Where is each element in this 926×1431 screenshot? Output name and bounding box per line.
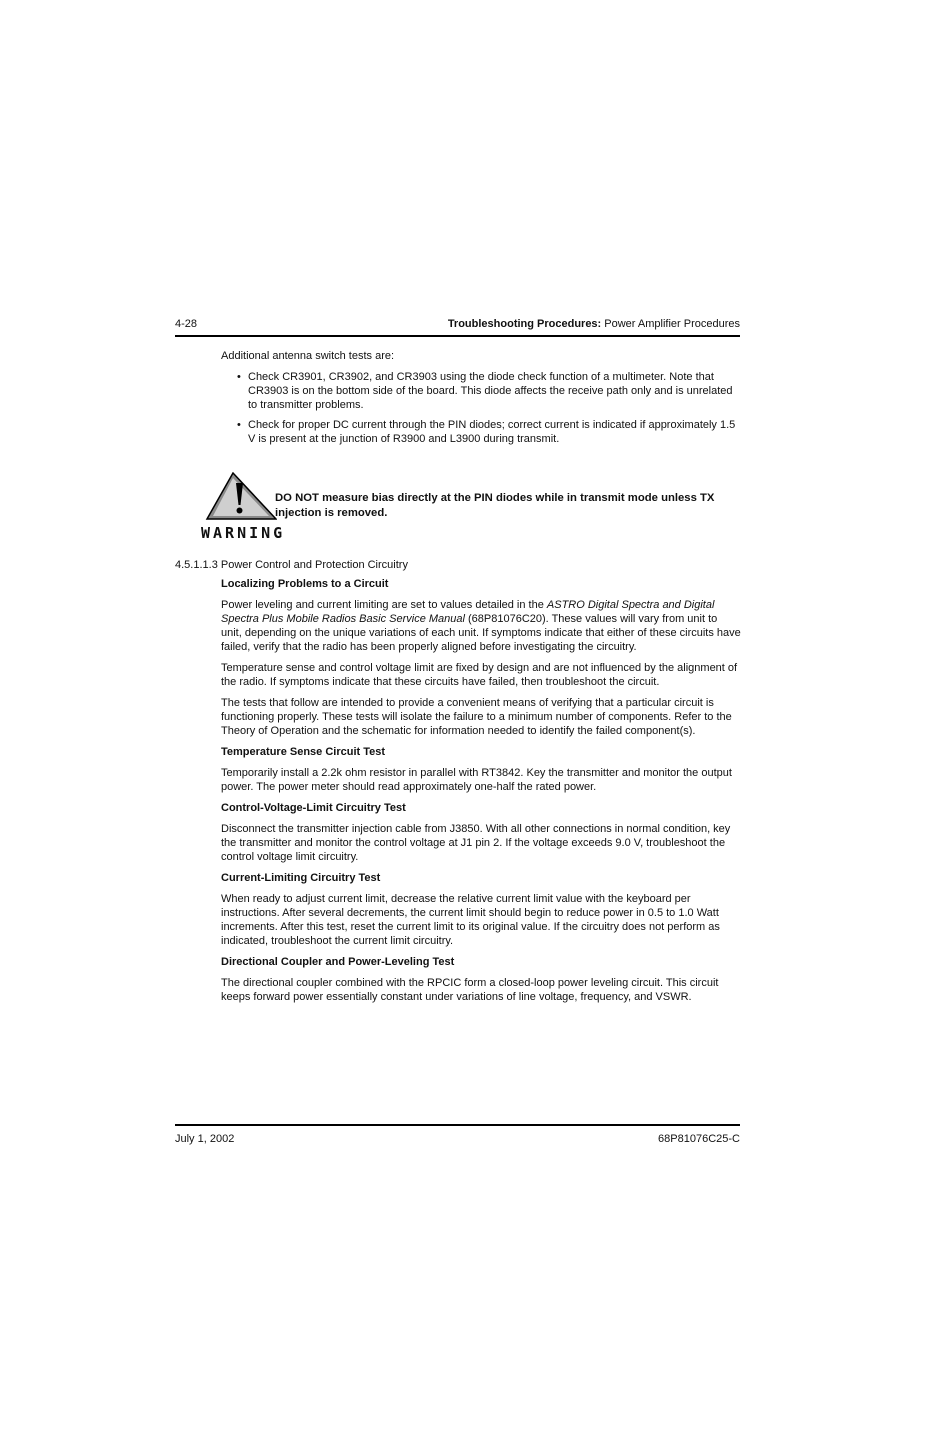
bullet-icon: •: [237, 419, 241, 431]
header-title-bold: Troubleshooting Procedures:: [447, 318, 602, 330]
bullet-icon: •: [237, 371, 241, 383]
temp-sense-paragraph: Temporarily install a 2.2k ohm resistor in parallel with RT3842. Key the transmitter and monitor the output power. The power meter should read approximately one-half the rated power.: [221, 767, 732, 793]
power-control-content: [221, 577, 741, 1011]
localizing-paragraph-3: The tests that follow are intended to provide a convenient means of verifying that a particular circuit is functioning properly. These tests will isolate the failure to a minimum number of components. Refer to the Theory of Operation and the schematic for information needed to identify the failed component(s).: [221, 697, 732, 737]
intro-text: Additional antenna switch tests are:: [221, 350, 395, 362]
subheading-current-limit: Current-Limiting Circuitry Test: [221, 872, 381, 884]
warning-triangle-icon: [203, 472, 277, 520]
subheading-cvl: Control-Voltage-Limit Circuitry Test: [221, 802, 406, 814]
header-title: [448, 317, 740, 331]
subheading-coupler: Directional Coupler and Power-Leveling Test: [221, 956, 455, 968]
list-item: [237, 418, 741, 446]
header-title-rest: Power Amplifier Procedures: [601, 318, 740, 330]
warning-box: [199, 472, 739, 547]
manual-title: ASTRO Digital Spectra and Digital Spectra Plus Mobile Radios Basic Service Manual: [221, 599, 715, 625]
subheading-localizing: Localizing Problems to a Circuit: [221, 578, 389, 590]
footer-date: July 1, 2002: [175, 1133, 235, 1145]
bullet-text: Check CR3901, CR3902, and CR3903 using the diode check function of a multimeter. Note that CR3903 is on the bottom side of the board. This diode affects the receive path only and is unrelated to transmitter problems.: [248, 371, 733, 411]
section-heading: 4.5.1.1.3 Power Control and Protection Circuitry: [175, 559, 408, 571]
warning-label: WARNING: [201, 524, 286, 542]
page-header: [175, 313, 740, 335]
warning-text: DO NOT measure bias directly at the PIN diodes while in transmit mode unless TX injection is removed.: [275, 492, 715, 519]
localizing-paragraph-1: Power leveling and current limiting are set to values detailed in the ASTRO Digital Spectra and Digital Spectra Plus Mobile Radios Basic Service Manual (68P81076C20). These values will vary from unit to unit, depending on the unique variations of each unit. If symptoms indicate that either of these circuits have failed, verify that the radio has been properly aligned before investigating the circuitry.: [221, 599, 741, 653]
bullet-list: [221, 370, 741, 446]
page-number: 4-28: [175, 318, 198, 330]
header-rule: [175, 335, 740, 337]
subheading-temp-sense: Temperature Sense Circuit Test: [221, 746, 386, 758]
footer-rule: [175, 1124, 740, 1126]
cvl-paragraph: Disconnect the transmitter injection cable from J3850. With all other connections in normal condition, key the transmitter and monitor the control voltage at J1 pin 2. If the voltage exceeds 9.0 V, troubleshoot the control voltage limit circuitry.: [221, 823, 731, 863]
localizing-paragraph-2: Temperature sense and control voltage limit are fixed by design and are not influenced by the alignment of the radio. If symptoms indicate that these circuits have failed, then troubleshoot the circuit.: [221, 662, 738, 688]
coupler-paragraph: The directional coupler combined with the RPCIC form a closed-loop power leveling circuit. This circuit keeps forward power essentially constant under variations of line voltage, frequency, and VSWR.: [221, 977, 719, 1003]
footer-doc-number: 68P81076C25-C: [658, 1133, 740, 1145]
current-limit-paragraph: When ready to adjust current limit, decrease the relative current limit value with the keyboard per instructions. After several decrements, the current limit should begin to reduce power in 0.5 to 1.0 Watt increments. After this test, reset the current limit to its original value. If the circuitry does not perform as indicated, troubleshoot the current limit circuitry.: [221, 893, 720, 947]
bullet-text: Check for proper DC current through the PIN diodes; correct current is indicated if approximately 1.5 V is present at the junction of R3900 and L3900 during transmit.: [248, 419, 736, 445]
list-item: [237, 370, 741, 412]
antenna-switch-tests: [221, 349, 741, 452]
